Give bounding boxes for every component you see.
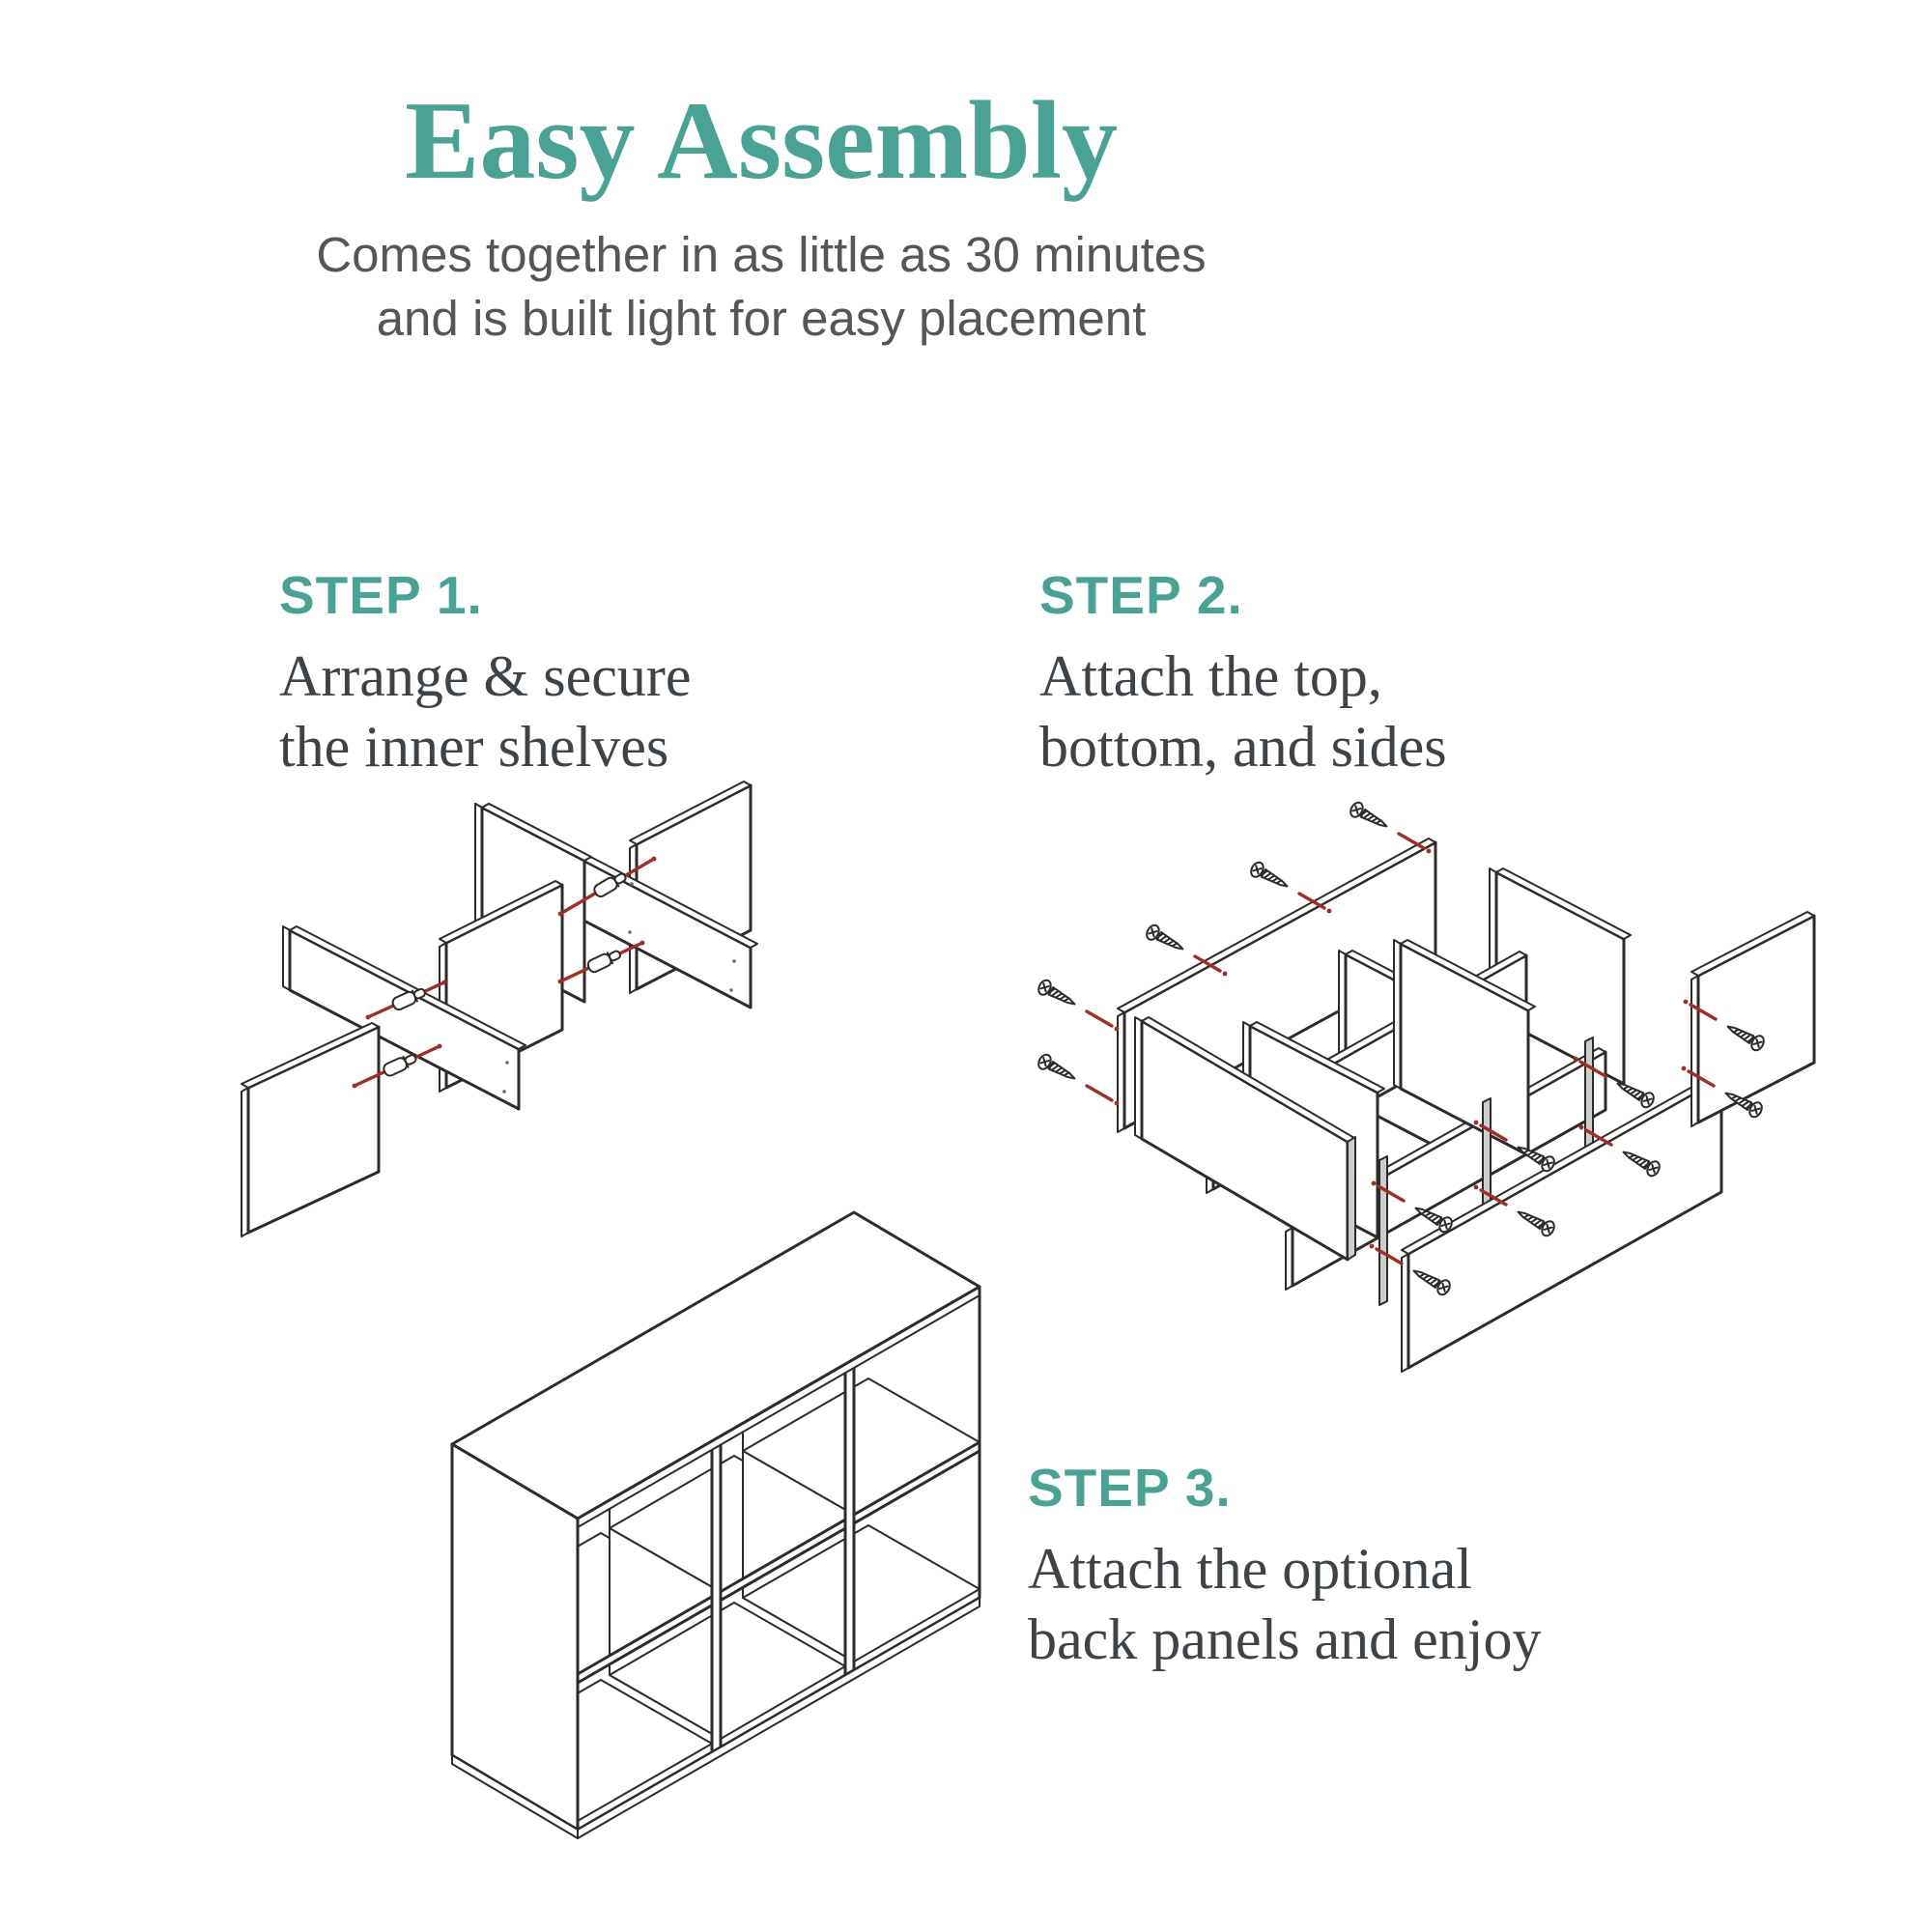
screw-icon [1249, 861, 1292, 894]
step-2-text [1039, 564, 1447, 782]
pilot-hole-dot [1372, 1181, 1377, 1186]
page-title: Easy Assembly [404, 79, 1119, 203]
divider-front-edge [845, 1359, 854, 1675]
pilot-hole-dot [1574, 1057, 1578, 1062]
pilot-hole-dot [630, 882, 634, 886]
pilot-hole-dot [442, 980, 447, 985]
pilot-hole-dot [366, 1015, 371, 1020]
pilot-hole-dot [628, 930, 632, 934]
pilot-hole-dot [1684, 1000, 1689, 1005]
screw-icon [1037, 979, 1079, 1011]
pilot-hole-dot [729, 988, 733, 992]
dowel-peg-icon [586, 948, 622, 974]
board-end-cap [1379, 1156, 1387, 1305]
pilot-hole-dot [1223, 972, 1228, 977]
step1-illustration [232, 753, 802, 1246]
pilot-hole-dot [438, 1044, 442, 1049]
step-1-description: Arrange & secure the inner shelves [279, 644, 692, 779]
step2-illustration [1005, 782, 1826, 1410]
board-end-cap [1348, 1137, 1355, 1260]
divider-front-edge [712, 1436, 721, 1752]
pilot-hole-dot [732, 959, 736, 963]
headline-block [0, 81, 1522, 351]
step-3-label: STEP 3. [1028, 1458, 1232, 1518]
pilot-hole-dot [1327, 909, 1332, 914]
pilot-hole-dot [1427, 849, 1432, 854]
step-3-text [1028, 1457, 1541, 1675]
step3-illustration [415, 1188, 1014, 1864]
pilot-hole-dot [1115, 1101, 1120, 1106]
pilot-hole-dot [1474, 1121, 1479, 1125]
dowel-peg-icon [383, 1052, 418, 1078]
step-1-label: STEP 1. [279, 565, 483, 625]
pilot-hole-dot [558, 980, 563, 984]
step-1-text [279, 564, 691, 782]
screw-icon [1145, 923, 1187, 956]
screw-icon [1349, 801, 1391, 834]
pilot-hole-dot [505, 1061, 509, 1065]
pilot-hole-dot [558, 912, 563, 917]
pilot-hole-dot [502, 1090, 506, 1094]
pilot-hole-dot [1682, 1066, 1687, 1071]
screw-icon [1037, 1053, 1079, 1086]
step-2-description: Attach the top, bottom, and sides [1039, 644, 1447, 779]
pilot-hole-dot [1474, 1185, 1479, 1190]
pilot-hole-dot [1115, 1027, 1120, 1032]
pilot-hole-dot [652, 857, 657, 862]
pilot-hole-dot [1579, 1125, 1584, 1130]
pilot-hole-dot [353, 1084, 357, 1089]
subtitle [0, 223, 1522, 351]
pilot-hole-dot [1370, 1244, 1375, 1249]
subtitle-line-2: and is built light for easy placement [376, 291, 1147, 347]
subtitle-line-1: Comes together in as little as 30 minutes [316, 227, 1207, 283]
step-3-description: Attach the optional back panels and enjoy [1028, 1537, 1542, 1671]
step-2-label: STEP 2. [1039, 565, 1243, 625]
pilot-hole-dot [640, 941, 645, 946]
